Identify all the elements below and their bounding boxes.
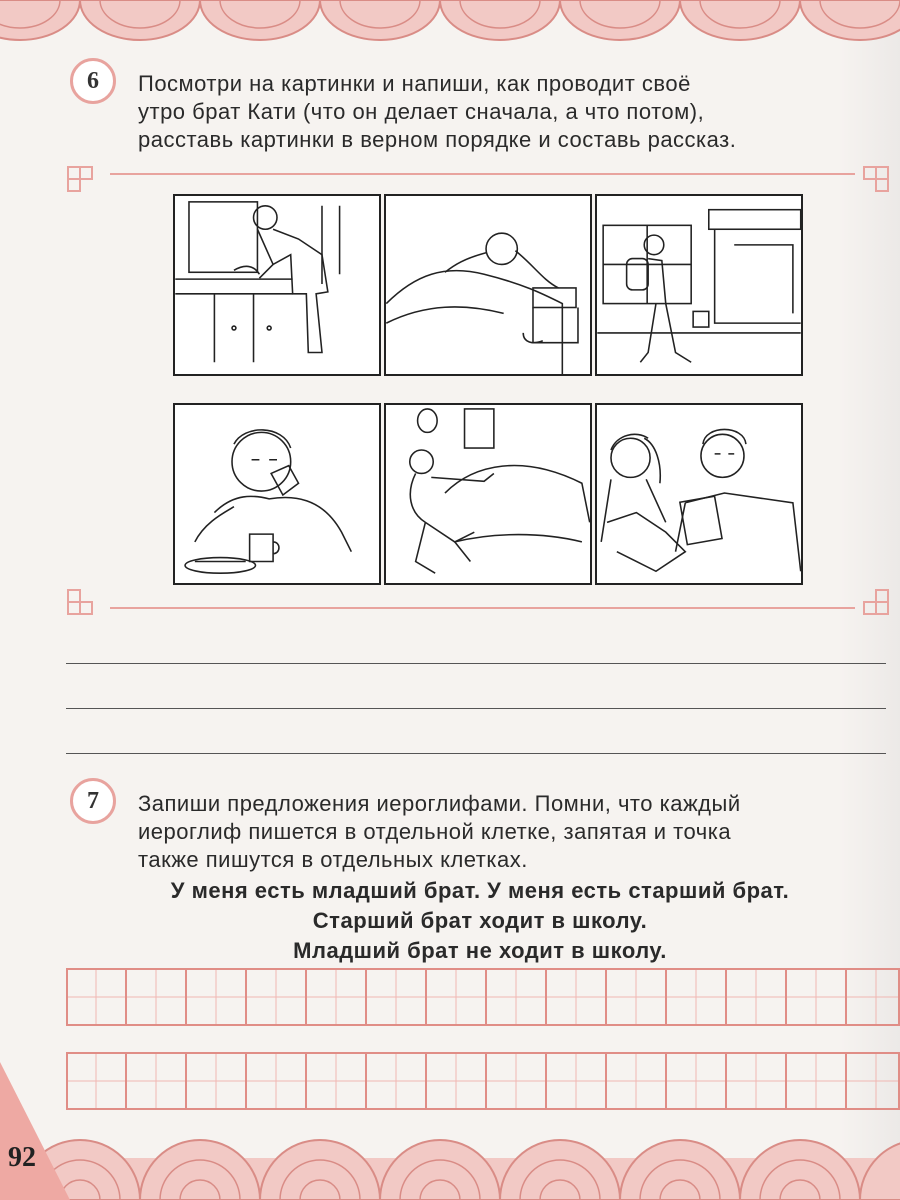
character-grid-row-2[interactable]	[66, 1052, 900, 1110]
page-corner-triangle	[0, 1062, 70, 1200]
sentences-to-write	[60, 876, 900, 966]
character-grid-row-1[interactable]	[66, 968, 900, 1026]
task-7-line-2: иероглиф пишется в отдельной клетке, запятая и точка	[138, 819, 732, 844]
task-7-instructions	[138, 790, 890, 874]
answer-line-1[interactable]	[66, 663, 886, 664]
bottom-wave-border	[0, 1118, 900, 1200]
task-6-line-3: расставь картинки в верном порядке и составь рассказ.	[138, 127, 737, 152]
task-6-line-1: Посмотри на картинки и напиши, как проводит своё	[138, 71, 691, 96]
corner-square-bottom-left	[66, 588, 96, 618]
answer-line-2[interactable]	[66, 708, 886, 709]
picture-boy-eating-breakfast	[173, 403, 381, 585]
picture-frame-bottom-line	[110, 607, 855, 609]
sentence-2: Старший брат ходит в школу.	[312, 908, 648, 933]
picture-boy-going-to-school	[595, 194, 803, 376]
picture-boy-waking-up-stretching	[384, 403, 592, 585]
picture-frame-top-line	[110, 173, 855, 175]
task-6-instructions	[138, 70, 890, 154]
corner-square-top-left	[66, 165, 96, 195]
task-6-number: 6	[70, 58, 116, 104]
page-number: 92	[8, 1142, 36, 1173]
picture-boy-washing-at-sink	[173, 194, 381, 376]
top-wave-border	[0, 0, 900, 52]
corner-square-bottom-right	[862, 588, 892, 618]
task-7-line-3: также пишутся в отдельных клетках.	[138, 847, 528, 872]
task-7-number: 7	[70, 778, 116, 824]
picture-boy-and-girl-doing-homework	[595, 403, 803, 585]
task-6-line-2: утро брат Кати (что он делает сначала, а что потом),	[138, 99, 705, 124]
answer-line-3[interactable]	[66, 753, 886, 754]
corner-square-top-right	[862, 165, 892, 195]
task-7-line-1: Запиши предложения иероглифами. Помни, что каждый	[138, 791, 741, 816]
sentence-3: Младший брат не ходит в школу.	[293, 938, 667, 963]
picture-boy-turning-off-alarm-clock	[384, 194, 592, 376]
sentence-1: У меня есть младший брат. У меня есть старший брат.	[170, 878, 790, 903]
